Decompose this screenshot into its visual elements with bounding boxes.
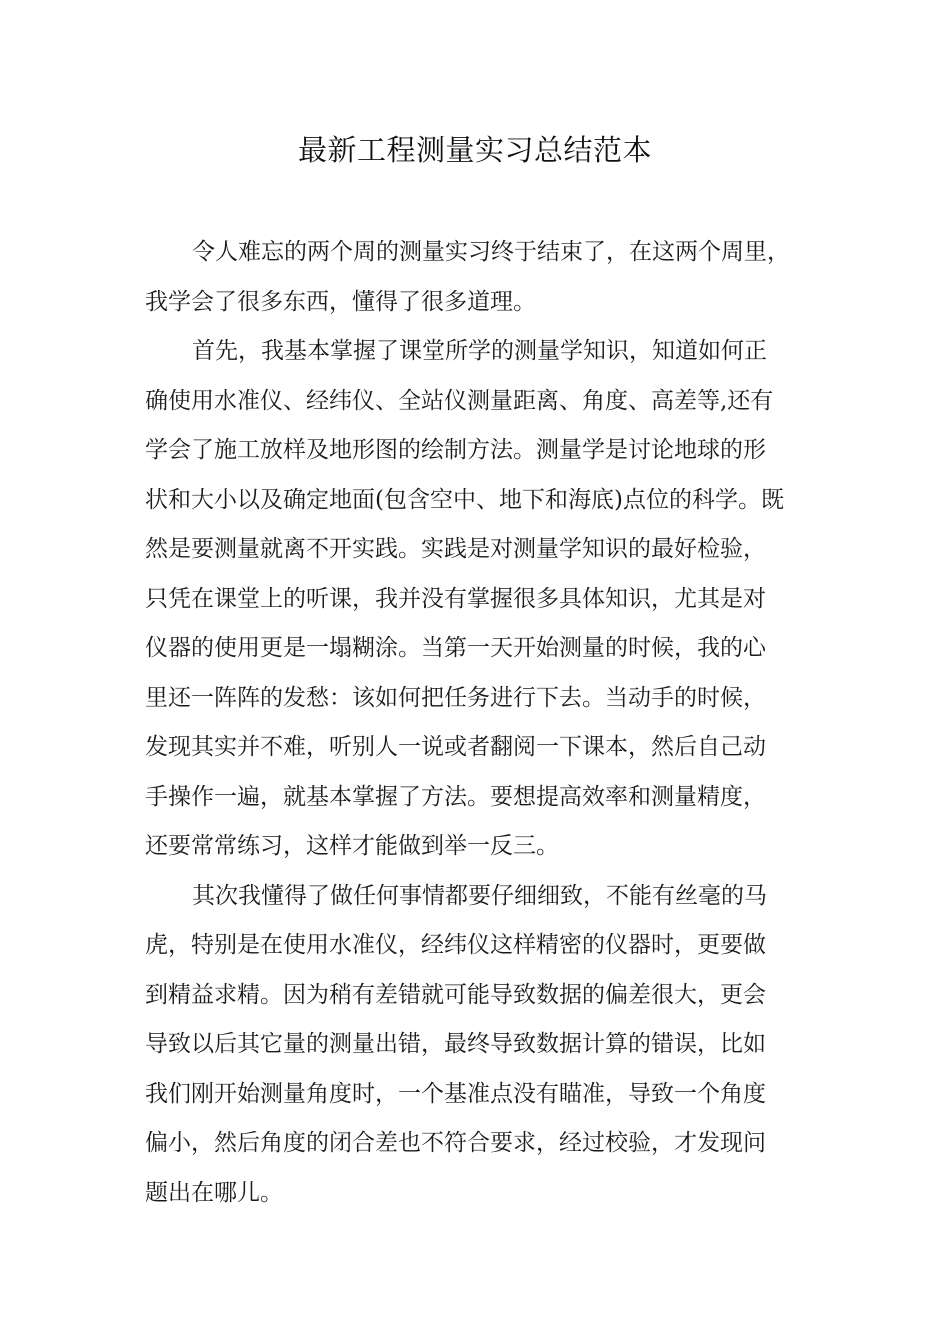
paragraph-line: 手操作一遍，就基本掌握了方法。要想提高效率和测量精度， <box>145 783 766 810</box>
paragraph-line: 首先，我基本掌握了课堂所学的测量学知识，知道如何正 <box>192 338 767 364</box>
paragraph-2 <box>145 327 820 872</box>
paragraph-1 <box>145 228 820 327</box>
paragraph-line: 导致以后其它量的测量出错，最终导致数据计算的错误，比如 <box>145 1031 766 1057</box>
document-body <box>145 228 820 1218</box>
paragraph-line: 令人难忘的两个周的测量实习终于结束了，在这两个周里， <box>192 239 790 265</box>
paragraph-line: 题出在哪儿。 <box>145 1179 283 1206</box>
paragraph-line: 我学会了很多东西，懂得了很多道理。 <box>145 288 536 315</box>
paragraph-line: 到精益求精。因为稍有差错就可能导致数据的偏差很大，更会 <box>145 981 766 1008</box>
paragraph-line: 其次我懂得了做任何事情都要仔细细致，不能有丝毫的马 <box>192 882 767 909</box>
paragraph-line: 确使用水准仪、经纬仪、全站仪测量距离、角度、高差等,还有 <box>145 387 774 414</box>
paragraph-line: 学会了施工放样及地形图的绘制方法。测量学是讨论地球的形 <box>145 437 766 463</box>
paragraph-line: 还要常常练习，这样才能做到举一反三。 <box>145 833 559 859</box>
paragraph-line: 虎，特别是在使用水准仪，经纬仪这样精密的仪器时，更要做 <box>145 932 766 958</box>
paragraph-line: 发现其实并不难，听别人一说或者翻阅一下课本，然后自己动 <box>145 734 766 760</box>
paragraph-line: 里还一阵阵的发愁：该如何把任务进行下去。当动手的时候， <box>145 684 766 711</box>
paragraph-line: 偏小，然后角度的闭合差也不符合要求，经过校验，才发现问 <box>145 1130 766 1156</box>
document-title: 最新工程测量实习总结范本 <box>297 133 652 167</box>
paragraph-line: 然是要测量就离不开实践。实践是对测量学知识的最好检验， <box>145 536 766 562</box>
paragraph-line: 我们刚开始测量角度时，一个基准点没有瞄准，导致一个角度 <box>145 1080 766 1107</box>
paragraph-line: 状和大小以及确定地面(包含空中、地下和海底)点位的科学。既 <box>145 486 784 513</box>
paragraph-3 <box>145 872 820 1219</box>
paragraph-line: 仪器的使用更是一塌糊涂。当第一天开始测量的时候，我的心 <box>145 635 766 661</box>
paragraph-line: 只凭在课堂上的听课，我并没有掌握很多具体知识，尤其是对 <box>145 585 766 612</box>
